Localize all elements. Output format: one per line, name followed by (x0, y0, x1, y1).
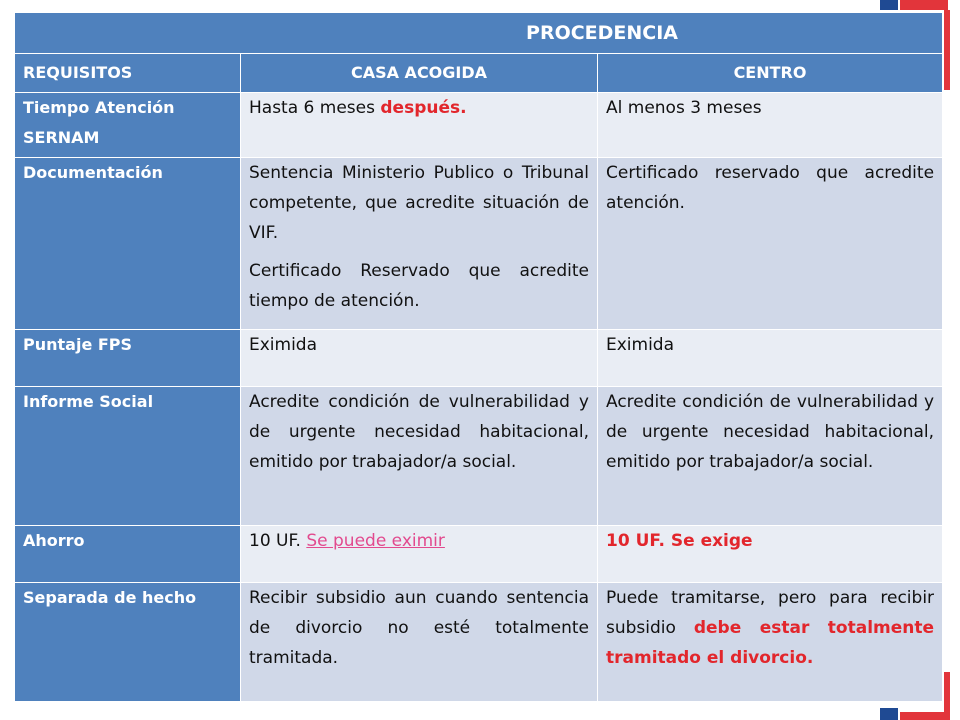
informe-casa-text: Acredite condición de vulnerabilidad y de urgente necesidad habitacional, emitido por trabajador/a social. (249, 392, 589, 472)
tiempo-casa-text: Hasta 6 meses (249, 98, 381, 118)
table-row (15, 158, 943, 330)
row-label-documentacion: Documentación (15, 158, 241, 330)
table-title-row (15, 13, 943, 54)
cell-fps-centro: Eximida (598, 330, 943, 387)
table-row (15, 583, 943, 702)
cell-separada-centro (598, 583, 943, 702)
separada-centro-text: Puede tramitarse, pero para recibir subsidio (606, 588, 935, 638)
cell-tiempo-casa (241, 93, 598, 158)
cell-informe-casa (241, 387, 598, 526)
separada-centro-paragraph (606, 583, 934, 673)
table-row (15, 93, 943, 158)
table-title: PROCEDENCIA (15, 13, 943, 54)
cell-documentacion-casa (241, 158, 598, 330)
header-requisitos: REQUISITOS (15, 54, 241, 93)
corner-decoration-red (900, 0, 948, 10)
corner-decoration-blue (880, 0, 898, 10)
row-label-separada: Separada de hecho (15, 583, 241, 702)
documentacion-casa-p1: Sentencia Ministerio Publico o Tribunal competente, que acredite situación de VIF. (249, 163, 589, 243)
documentacion-centro-text: Certificado reservado que acredite atención. (606, 163, 935, 213)
tiempo-casa-highlight: después. (380, 98, 467, 118)
separada-centro-highlight: debe estar totalmente tramitado el divorcio. (606, 618, 935, 668)
side-accent-bar-top (944, 10, 950, 90)
table-row (15, 387, 943, 526)
header-casa-acogida: CASA ACOGIDA (241, 54, 598, 93)
table-row (15, 330, 943, 387)
cell-informe-centro (598, 387, 943, 526)
row-label-informe: Informe Social (15, 387, 241, 526)
table-header-row (15, 54, 943, 93)
cell-documentacion-centro (598, 158, 943, 330)
informe-centro-text: Acredite condición de vulnerabilidad y de urgente necesidad habitacional, emitido por trabajador/a social. (606, 392, 935, 472)
row-label-tiempo: Tiempo Atención SERNAM (15, 93, 241, 158)
cell-separada-casa (241, 583, 598, 702)
ahorro-casa-text: 10 UF. (249, 531, 307, 551)
documentacion-casa-p2: Certificado Reservado que acredite tiempo de atención. (249, 261, 589, 311)
bottom-decoration-red (900, 712, 948, 720)
cell-tiempo-centro: Al menos 3 meses (598, 93, 943, 158)
requirements-table (14, 12, 943, 702)
header-centro: CENTRO (598, 54, 943, 93)
table-row (15, 526, 943, 583)
cell-fps-casa: Eximida (241, 330, 598, 387)
cell-ahorro-casa (241, 526, 598, 583)
ahorro-eximir-link[interactable]: Se puede eximir (306, 531, 445, 551)
bottom-decoration-blue (880, 708, 898, 720)
row-label-ahorro: Ahorro (15, 526, 241, 583)
row-label-fps: Puntaje FPS (15, 330, 241, 387)
separada-casa-text: Recibir subsidio aun cuando sentencia de divorcio no esté totalmente tramitada. (249, 588, 589, 668)
cell-ahorro-centro: 10 UF. Se exige (598, 526, 943, 583)
